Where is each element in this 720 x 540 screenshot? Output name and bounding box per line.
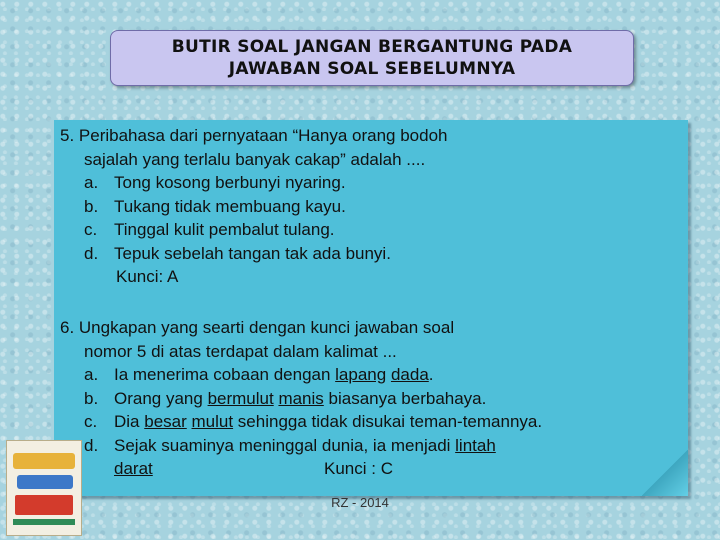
q6-option-c: c. Dia besar mulut sehingga tidak disukai teman-temannya.: [84, 412, 543, 431]
slide-title: [110, 30, 634, 86]
q6-option-a: a. Ia menerima cobaan dengan lapang dada.: [84, 365, 434, 384]
q5-answer-key: Kunci: A: [116, 267, 179, 286]
question-5: [60, 124, 448, 289]
q5-option-b: b. Tukang tidak membuang kayu.: [84, 196, 346, 216]
q6-option-d: d. Sejak suaminya meninggal dunia, ia menjadi lintah: [84, 435, 496, 455]
title-line-1: BUTIR SOAL JANGAN BERGANTUNG PADA: [171, 37, 573, 57]
question-6: [60, 316, 542, 481]
footer-credit: RZ - 2014: [331, 495, 389, 510]
page-fold-flap: [642, 450, 688, 496]
question-panel: [54, 120, 688, 496]
q6-stem-line-1: 6. Ungkapan yang searti dengan kunci jawaban soal: [60, 318, 455, 337]
q6-option-d-continued: [60, 457, 542, 481]
q6-option-d-word: darat: [114, 459, 153, 478]
q5-stem-line-2: sajalah yang terlalu banyak cakap” adalah ....: [84, 149, 426, 169]
q5-option-c: c. Tinggal kulit pembalut tulang.: [84, 220, 335, 239]
q5-option-d: d. Tepuk sebelah tangan tak ada bunyi.: [84, 243, 391, 263]
q5-stem-line-1: 5. Peribahasa dari pernyataan “Hanya orang bodoh: [60, 126, 448, 145]
education-logo-image: [6, 440, 82, 536]
title-line-2: JAWABAN SOAL SEBELUMNYA: [228, 59, 516, 79]
q6-answer-key: Kunci : C: [324, 459, 393, 478]
q5-option-a: a. Tong kosong berbunyi nyaring.: [84, 173, 346, 192]
q6-option-b: b. Orang yang bermulut manis biasanya berbahaya.: [84, 388, 487, 408]
q6-stem-line-2: nomor 5 di atas terdapat dalam kalimat ...: [84, 341, 397, 361]
